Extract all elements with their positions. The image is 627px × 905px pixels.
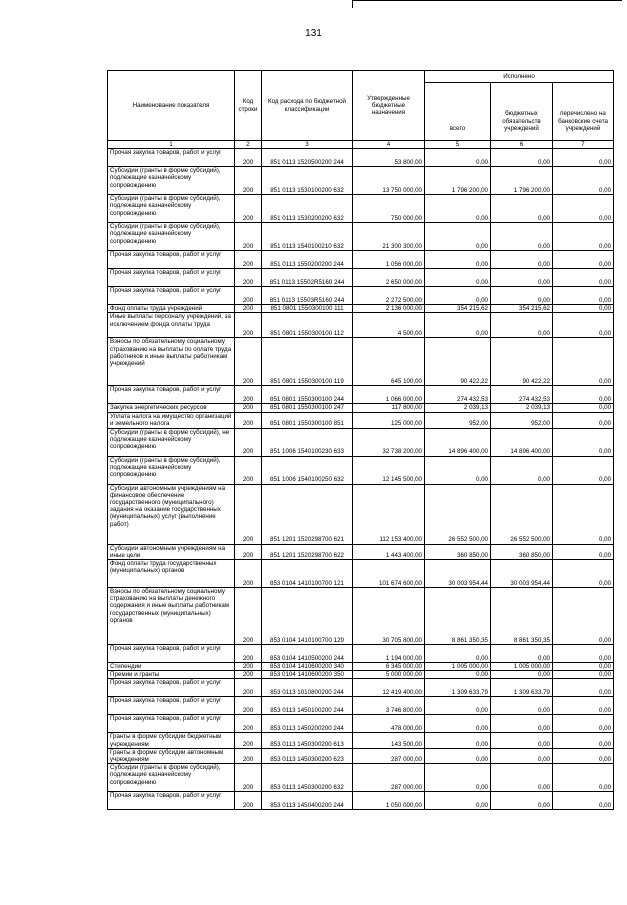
row-institutions: 8 861 350,35 <box>491 588 553 645</box>
row-institutions: 0,00 <box>491 456 553 484</box>
row-total: 952,00 <box>425 412 491 428</box>
row-bank-accounts: 0,00 <box>553 671 614 679</box>
row-approved: 112 153 400,00 <box>353 484 425 544</box>
row-bank-accounts: 0,00 <box>553 313 614 338</box>
table-row <box>108 697 614 715</box>
row-total: 14 896 400,00 <box>425 428 491 456</box>
table-row <box>108 313 614 338</box>
table-row <box>108 404 614 412</box>
row-institutions: 1 005 000,00 <box>491 663 553 671</box>
row-institutions: 0,00 <box>491 748 553 763</box>
row-line-code: 200 <box>235 149 262 167</box>
row-name: Взносы по обязательному социальному страхованию на выплаты денежного содержания и иные выплаты работникам государственных (муниципальных) органов <box>108 588 235 645</box>
row-approved: 2 136 000,00 <box>353 305 425 313</box>
table-row <box>108 338 614 386</box>
row-budget-code: 851 0113 1530100200 632 <box>262 167 353 195</box>
row-name: Прочая закупка товаров, работ и услуг <box>108 792 235 810</box>
col-num-4: 4 <box>353 141 425 149</box>
row-name: Прочая закупка товаров, работ и услуг <box>108 715 235 733</box>
col-num-1: 1 <box>108 141 235 149</box>
table-row <box>108 671 614 679</box>
row-budget-code: 853 0104 1410500200 244 <box>262 645 353 663</box>
page-corner-mark <box>352 0 353 8</box>
row-bank-accounts: 0,00 <box>553 544 614 559</box>
row-institutions: 90 422,22 <box>491 338 553 386</box>
header-execution: Исполнено <box>425 71 614 83</box>
row-institutions: 14 896 400,00 <box>491 428 553 456</box>
row-bank-accounts: 0,00 <box>553 386 614 404</box>
row-bank-accounts: 0,00 <box>553 305 614 313</box>
row-line-code: 200 <box>235 671 262 679</box>
row-total: 2 039,13 <box>425 404 491 412</box>
row-institutions: 2 039,13 <box>491 404 553 412</box>
table-row <box>108 456 614 484</box>
col-num-3: 3 <box>262 141 353 149</box>
row-institutions: 0,00 <box>491 195 553 223</box>
row-budget-code: 851 0801 1550300100 851 <box>262 412 353 428</box>
row-name: Иные выплаты персоналу учреждений, за исключением фонда оплаты труда <box>108 313 235 338</box>
row-institutions: 0,00 <box>491 251 553 269</box>
row-line-code: 200 <box>235 715 262 733</box>
row-bank-accounts: 0,00 <box>553 484 614 544</box>
row-name: Уплата налога на имущество организаций и земельного налога <box>108 412 235 428</box>
row-total: 0,00 <box>425 251 491 269</box>
row-line-code: 200 <box>235 269 262 287</box>
row-line-code: 200 <box>235 697 262 715</box>
row-line-code: 200 <box>235 645 262 663</box>
row-budget-code: 853 0113 1010800200 244 <box>262 679 353 697</box>
row-budget-code: 851 0801 1550300100 244 <box>262 386 353 404</box>
row-bank-accounts: 0,00 <box>553 560 614 588</box>
table-row <box>108 428 614 456</box>
row-line-code: 200 <box>235 287 262 305</box>
row-total: 1 005 000,00 <box>425 663 491 671</box>
row-line-code: 200 <box>235 428 262 456</box>
row-bank-accounts: 0,00 <box>553 679 614 697</box>
table-row <box>108 167 614 195</box>
row-total: 0,00 <box>425 223 491 251</box>
row-name: Прочая закупка товаров, работ и услуг <box>108 697 235 715</box>
row-approved: 13 750 000,00 <box>353 167 425 195</box>
row-institutions: 26 552 500,00 <box>491 484 553 544</box>
row-total: 0,00 <box>425 748 491 763</box>
row-total: 0,00 <box>425 792 491 810</box>
row-institutions: 274 432,53 <box>491 386 553 404</box>
row-bank-accounts: 0,00 <box>553 663 614 671</box>
row-total: 0,00 <box>425 269 491 287</box>
row-line-code: 200 <box>235 679 262 697</box>
row-institutions: 1 796 200,00 <box>491 167 553 195</box>
table-row <box>108 715 614 733</box>
row-total: 90 422,22 <box>425 338 491 386</box>
row-total: 1 309 633,79 <box>425 679 491 697</box>
table-row <box>108 588 614 645</box>
row-bank-accounts: 0,00 <box>553 428 614 456</box>
header-institutions: бюджетных обязательств учреждений <box>491 83 553 141</box>
table-row <box>108 386 614 404</box>
table-row <box>108 223 614 251</box>
row-approved: 6 345 000,00 <box>353 663 425 671</box>
row-bank-accounts: 0,00 <box>553 792 614 810</box>
row-line-code: 200 <box>235 251 262 269</box>
row-line-code: 200 <box>235 412 262 428</box>
row-name: Субсидии (гранты в форме субсидий), подлежащие казначейскому сопровождению <box>108 223 235 251</box>
row-total: 354 215,62 <box>425 305 491 313</box>
row-approved: 4 500,00 <box>353 313 425 338</box>
page-top-line <box>352 0 622 1</box>
row-budget-code: 853 0113 1450300200 623 <box>262 748 353 763</box>
row-total: 0,00 <box>425 149 491 167</box>
col-num-7: 7 <box>553 141 614 149</box>
row-name: Прочая закупка товаров, работ и услуг <box>108 386 235 404</box>
row-approved: 1 194 000,00 <box>353 645 425 663</box>
row-bank-accounts: 0,00 <box>553 404 614 412</box>
table-row <box>108 792 614 810</box>
header-approved: Утвержденные бюджетные назначения <box>353 71 425 141</box>
row-name: Закупка энергетических ресурсов <box>108 404 235 412</box>
row-total: 8 861 350,35 <box>425 588 491 645</box>
table-row <box>108 484 614 544</box>
row-approved: 125 000,00 <box>353 412 425 428</box>
row-name: Стипендии <box>108 663 235 671</box>
row-approved: 1 056 000,00 <box>353 251 425 269</box>
row-name: Прочая закупка товаров, работ и услуг <box>108 251 235 269</box>
row-budget-code: 851 1201 1520298700 622 <box>262 544 353 559</box>
row-name: Прочая закупка товаров, работ и услуг <box>108 287 235 305</box>
row-budget-code: 851 0801 1550300100 119 <box>262 338 353 386</box>
row-bank-accounts: 0,00 <box>553 412 614 428</box>
row-approved: 5 000 000,00 <box>353 671 425 679</box>
row-approved: 117 800,00 <box>353 404 425 412</box>
row-institutions: 0,00 <box>491 715 553 733</box>
row-budget-code: 851 1006 1540100230 633 <box>262 428 353 456</box>
row-bank-accounts: 0,00 <box>553 456 614 484</box>
row-budget-code: 851 0801 1550300100 111 <box>262 305 353 313</box>
row-approved: 101 674 600,00 <box>353 560 425 588</box>
row-total: 360 850,00 <box>425 544 491 559</box>
row-approved: 287 000,00 <box>353 764 425 792</box>
row-total: 0,00 <box>425 764 491 792</box>
row-budget-code: 853 0104 1410100700 121 <box>262 560 353 588</box>
row-line-code: 200 <box>235 560 262 588</box>
table-row <box>108 544 614 559</box>
row-bank-accounts: 0,00 <box>553 269 614 287</box>
col-num-6: 6 <box>491 141 553 149</box>
row-name: Прочая закупка товаров, работ и услуг <box>108 269 235 287</box>
header-budget-code: Код расхода по бюджетной классификации <box>262 71 353 141</box>
row-line-code: 200 <box>235 223 262 251</box>
table-row <box>108 412 614 428</box>
row-name: Прочая закупка товаров, работ и услуг <box>108 149 235 167</box>
row-institutions: 0,00 <box>491 697 553 715</box>
row-total: 0,00 <box>425 733 491 748</box>
row-budget-code: 851 0113 1550200200 244 <box>262 251 353 269</box>
row-bank-accounts: 0,00 <box>553 223 614 251</box>
row-name: Премии и гранты <box>108 671 235 679</box>
row-institutions: 0,00 <box>491 764 553 792</box>
row-line-code: 200 <box>235 167 262 195</box>
row-name: Гранты в форме субсидии автономным учреждениям <box>108 748 235 763</box>
table-row <box>108 251 614 269</box>
row-total: 26 552 500,00 <box>425 484 491 544</box>
row-name: Субсидии (гранты в форме субсидий), подлежащие казначейскому сопровождению <box>108 764 235 792</box>
row-line-code: 200 <box>235 663 262 671</box>
row-institutions: 0,00 <box>491 269 553 287</box>
row-total: 1 796 200,00 <box>425 167 491 195</box>
table-row <box>108 733 614 748</box>
page-number: 131 <box>305 28 322 39</box>
row-budget-code: 853 0113 1450300200 613 <box>262 733 353 748</box>
row-institutions: 360 850,00 <box>491 544 553 559</box>
row-bank-accounts: 0,00 <box>553 733 614 748</box>
row-bank-accounts: 0,00 <box>553 287 614 305</box>
header-bank-accounts: перечислено на банковские счета учреждений <box>553 83 614 141</box>
row-name: Субсидии автономным учреждениям на финансовое обеспечение государственного (муниципального) задания на оказание государственных (муниципальных) услуг (выполнение работ) <box>108 484 235 544</box>
row-total: 0,00 <box>425 645 491 663</box>
row-approved: 478 000,00 <box>353 715 425 733</box>
row-line-code: 200 <box>235 313 262 338</box>
row-approved: 1 443 400,00 <box>353 544 425 559</box>
row-name: Субсидии автономным учреждениям на иные цели <box>108 544 235 559</box>
row-institutions: 354 215,62 <box>491 305 553 313</box>
row-bank-accounts: 0,00 <box>553 715 614 733</box>
col-num-5: 5 <box>425 141 491 149</box>
header-line-code: Код строки <box>235 71 262 141</box>
row-approved: 645 100,00 <box>353 338 425 386</box>
row-approved: 3 746 800,00 <box>353 697 425 715</box>
row-approved: 2 272 500,00 <box>353 287 425 305</box>
row-budget-code: 853 0104 1410600200 350 <box>262 671 353 679</box>
row-approved: 32 738 200,00 <box>353 428 425 456</box>
row-bank-accounts: 0,00 <box>553 149 614 167</box>
row-name: Субсидии (гранты в форме субсидий), подлежащие казначейскому сопровождению <box>108 456 235 484</box>
row-name: Фонд оплаты труда учреждений <box>108 305 235 313</box>
row-budget-code: 853 0113 1450100200 244 <box>262 697 353 715</box>
row-name: Гранты в форме субсидии бюджетным учреждениям <box>108 733 235 748</box>
row-institutions: 0,00 <box>491 671 553 679</box>
row-institutions: 1 309 633,79 <box>491 679 553 697</box>
row-total: 0,00 <box>425 671 491 679</box>
row-name: Субсидии (гранты в форме субсидий), подлежащие казначейскому сопровождению <box>108 167 235 195</box>
row-budget-code: 851 0113 1540100210 632 <box>262 223 353 251</box>
row-approved: 12 419 400,00 <box>353 679 425 697</box>
row-approved: 143 500,00 <box>353 733 425 748</box>
row-total: 30 003 954,44 <box>425 560 491 588</box>
row-total: 0,00 <box>425 313 491 338</box>
row-line-code: 200 <box>235 484 262 544</box>
col-num-2: 2 <box>235 141 262 149</box>
row-total: 0,00 <box>425 697 491 715</box>
row-bank-accounts: 0,00 <box>553 588 614 645</box>
row-institutions: 0,00 <box>491 223 553 251</box>
row-line-code: 200 <box>235 456 262 484</box>
row-budget-code: 851 0113 15503R5160 244 <box>262 287 353 305</box>
row-approved: 287 000,00 <box>353 748 425 763</box>
row-budget-code: 853 0113 1450300200 632 <box>262 764 353 792</box>
table-row <box>108 195 614 223</box>
row-line-code: 200 <box>235 748 262 763</box>
row-line-code: 200 <box>235 764 262 792</box>
row-budget-code: 851 1006 1540100250 632 <box>262 456 353 484</box>
table-row <box>108 269 614 287</box>
row-total: 0,00 <box>425 195 491 223</box>
header-total: всего <box>425 83 491 141</box>
row-budget-code: 851 1201 1520298700 621 <box>262 484 353 544</box>
row-budget-code: 851 0801 1550300100 112 <box>262 313 353 338</box>
row-total: 0,00 <box>425 287 491 305</box>
row-bank-accounts: 0,00 <box>553 338 614 386</box>
row-institutions: 0,00 <box>491 313 553 338</box>
row-line-code: 200 <box>235 404 262 412</box>
table-row <box>108 305 614 313</box>
row-institutions: 0,00 <box>491 149 553 167</box>
row-approved: 1 066 000,00 <box>353 386 425 404</box>
row-bank-accounts: 0,00 <box>553 167 614 195</box>
table-row <box>108 560 614 588</box>
row-name: Фонд оплаты труда государственных (муниципальных) органов <box>108 560 235 588</box>
row-name: Прочая закупка товаров, работ и услуг <box>108 679 235 697</box>
header-name: Наименование показателя <box>108 71 235 141</box>
row-line-code: 200 <box>235 195 262 223</box>
row-bank-accounts: 0,00 <box>553 748 614 763</box>
row-name: Субсидии (гранты в форме субсидий), не подлежащие казначейскому сопровождению <box>108 428 235 456</box>
row-name: Прочая закупка товаров, работ и услуг <box>108 645 235 663</box>
row-budget-code: 851 0113 1530200200 632 <box>262 195 353 223</box>
budget-execution-table <box>107 70 614 810</box>
row-total: 274 432,53 <box>425 386 491 404</box>
row-institutions: 0,00 <box>491 645 553 663</box>
table-row <box>108 663 614 671</box>
table-row <box>108 645 614 663</box>
row-approved: 21 300 300,00 <box>353 223 425 251</box>
row-approved: 2 650 000,00 <box>353 269 425 287</box>
row-line-code: 200 <box>235 733 262 748</box>
row-bank-accounts: 0,00 <box>553 195 614 223</box>
table-row <box>108 149 614 167</box>
row-line-code: 200 <box>235 792 262 810</box>
row-institutions: 0,00 <box>491 792 553 810</box>
row-institutions: 30 003 954,44 <box>491 560 553 588</box>
row-line-code: 200 <box>235 386 262 404</box>
row-budget-code: 853 0113 1450200200 244 <box>262 715 353 733</box>
row-line-code: 200 <box>235 588 262 645</box>
row-line-code: 200 <box>235 338 262 386</box>
row-line-code: 200 <box>235 305 262 313</box>
row-budget-code: 851 0113 15502R5160 244 <box>262 269 353 287</box>
row-institutions: 0,00 <box>491 287 553 305</box>
row-approved: 30 705 800,00 <box>353 588 425 645</box>
row-bank-accounts: 0,00 <box>553 697 614 715</box>
row-bank-accounts: 0,00 <box>553 645 614 663</box>
row-approved: 12 145 500,00 <box>353 456 425 484</box>
row-budget-code: 851 0801 1550300100 247 <box>262 404 353 412</box>
row-budget-code: 853 0104 1410600200 340 <box>262 663 353 671</box>
row-approved: 750 000,00 <box>353 195 425 223</box>
row-budget-code: 853 0113 1450400200 244 <box>262 792 353 810</box>
table-row <box>108 287 614 305</box>
table-row <box>108 764 614 792</box>
row-budget-code: 853 0104 1410100700 129 <box>262 588 353 645</box>
row-institutions: 0,00 <box>491 733 553 748</box>
row-total: 0,00 <box>425 715 491 733</box>
row-name: Взносы по обязательному социальному страхованию на выплаты по оплате труда работников и иные выплаты работникам учреждений <box>108 338 235 386</box>
row-bank-accounts: 0,00 <box>553 251 614 269</box>
table-row <box>108 748 614 763</box>
row-approved: 1 050 000,00 <box>353 792 425 810</box>
row-approved: 53 800,00 <box>353 149 425 167</box>
row-name: Субсидии (гранты в форме субсидий), подлежащие казначейскому сопровождению <box>108 195 235 223</box>
row-total: 0,00 <box>425 456 491 484</box>
row-bank-accounts: 0,00 <box>553 764 614 792</box>
row-line-code: 200 <box>235 544 262 559</box>
table-row <box>108 679 614 697</box>
row-institutions: 952,00 <box>491 412 553 428</box>
row-budget-code: 851 0113 1520500200 244 <box>262 149 353 167</box>
